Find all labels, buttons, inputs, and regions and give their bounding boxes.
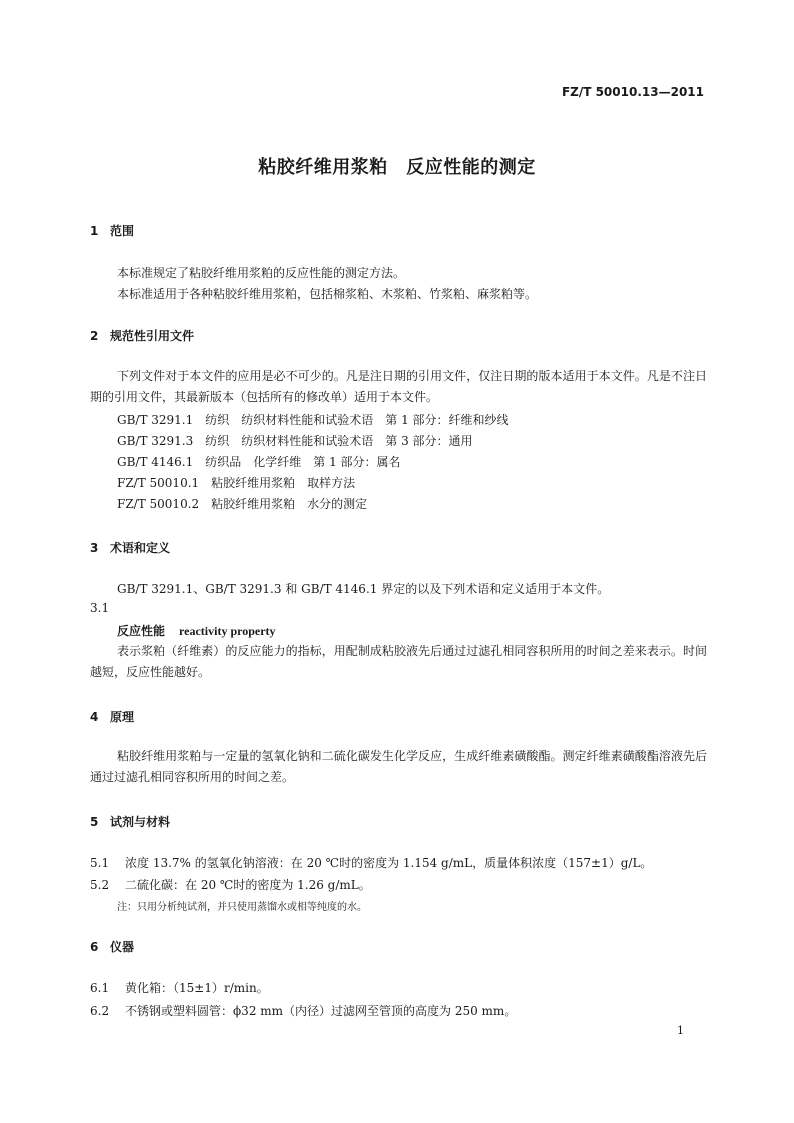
section-title: 试剂与材料 [110,815,171,829]
note: 注：只用分析纯试剂，并只使用蒸馏水或相等纯度的水。 [117,902,367,913]
section-title: 规范性引用文件 [110,329,195,343]
section-1-heading [90,222,134,239]
section-4-heading [90,708,134,725]
section-number: 4 [90,710,99,724]
reference-item: GB/T 3291.1 纺织 纺织材料性能和试验术语 第 1 部分：纤维和纱线 [117,413,509,427]
section-number: 1 [90,224,99,238]
paragraph: GB/T 3291.1、GB/T 3291.3 和 GB/T 4146.1 界定的以及下列术语和定义适用于本文件。 [117,582,610,596]
reference-item: FZ/T 50010.2 粘胶纤维用浆粕 水分的测定 [117,497,368,511]
clause-item [90,979,269,996]
section-number: 3 [90,541,99,555]
term-entry [117,622,276,639]
clause-number: 5.1 [90,856,110,870]
standard-number: FZ/T 50010.13—2011 [561,85,704,99]
section-number: 5 [90,815,99,829]
paragraph: 本标准规定了粘胶纤维用浆粕的反应性能的测定方法。 [117,266,406,280]
clause-item [90,1002,516,1019]
reference-item: GB/T 3291.3 纺织 纺织材料性能和试验术语 第 3 部分：通用 [117,434,473,448]
clause-text: 浓度 13.7% 的氢氧化钠溶液：在 20 ℃时的密度为 1.154 g/mL，质量体积浓度（157±1）g/L。 [125,856,653,870]
intro-paragraph: 下列文件对于本文件的应用是必不可少的。凡是注日期的引用文件，仅注日期的版本适用于本文件。凡是不注日期的引用文件，其最新版本（包括所有的修改单）适用于本文件。 [90,369,707,404]
term-chinese: 反应性能 [117,624,166,638]
clause-text: 黄化箱：（15±1）r/min。 [125,981,269,995]
clause-number: 6.1 [90,981,110,995]
definition-paragraph: 表示浆粕（纤维素）的反应能力的指标，用配制成粘胶液先后通过过滤孔相同容积所用的时间之差来表示。时间越短，反应性能越好。 [90,644,707,679]
section-title: 原理 [110,710,135,724]
paragraph: 本标准适用于各种粘胶纤维用浆粕，包括棉浆粕、木浆粕、竹浆粕、麻浆粕等。 [117,287,538,301]
section-title: 仪器 [110,940,135,954]
section-title: 范围 [110,224,135,238]
clause-text: 二硫化碳：在 20 ℃时的密度为 1.26 g/mL。 [125,878,371,892]
clause-number: 6.2 [90,1004,110,1018]
section-number: 2 [90,329,99,343]
document-title: 粘胶纤维用浆粕 反应性能的测定 [258,157,536,178]
section-5-heading [90,813,170,830]
section-2-heading [90,327,194,344]
section-6-heading [90,938,134,955]
section-3-heading [90,539,170,556]
clause-number: 5.2 [90,878,110,892]
clause-item [90,854,652,871]
section-title: 术语和定义 [110,541,171,555]
clause-item [90,876,371,893]
section-number: 6 [90,940,99,954]
principle-paragraph: 粘胶纤维用浆粕与一定量的氢氧化钠和二硫化碳发生化学反应，生成纤维素磺酸酯。测定纤维素磺酸酯溶液先后通过过滤孔相同容积所用的时间之差。 [90,749,707,784]
page-number: 1 [677,1024,684,1037]
clause-number: 3.1 [90,601,110,615]
clause-text: 不锈钢或塑料圆管：ϕ32 mm（内径）过滤网至管顶的高度为 250 mm。 [125,1004,517,1018]
reference-item: GB/T 4146.1 纺织品 化学纤维 第 1 部分：属名 [117,455,401,469]
reference-item: FZ/T 50010.1 粘胶纤维用浆粕 取样方法 [117,476,356,490]
term-english: reactivity property [179,624,276,638]
